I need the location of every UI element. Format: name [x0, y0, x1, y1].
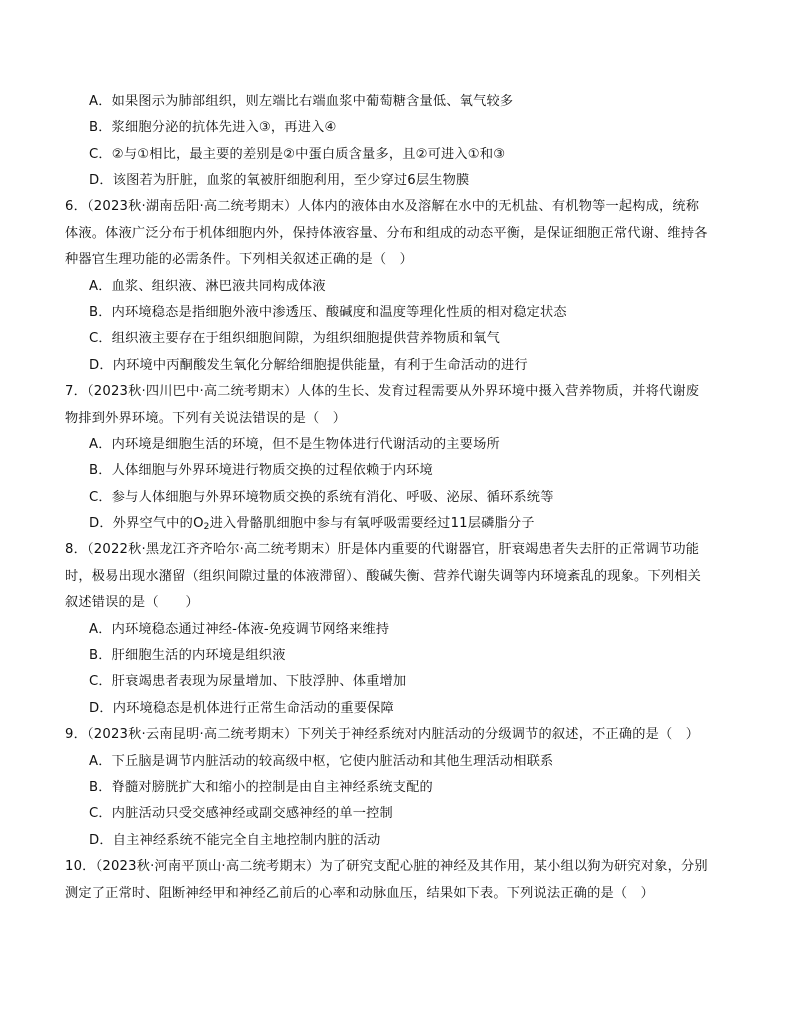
- q8-stem-line-3: 叙述错误的是（ ）: [65, 595, 199, 610]
- q5-option-b: B．浆细胞分泌的抗体先进入③，再进入④: [89, 120, 337, 135]
- q6-option-b: B．内环境稳态是指细胞外液中渗透压、酸碱度和温度等理化性质的相对稳定状态: [89, 305, 567, 320]
- q8-option-c: C．肝衰竭患者表现为尿量增加、下肢浮肿、体重增加: [89, 674, 407, 689]
- q7-stem-line-1: 7．（2023秋·四川巴中·高二统考期末）人体的生长、发育过程需要从外界环境中摄入营养物质，并将代谢废: [65, 384, 700, 399]
- q7-option-d-text-2: 进入骨骼肌细胞中参与有氧呼吸需要经过11层磷脂分子: [209, 516, 535, 531]
- q7-option-d-text-1: D．外界空气中的O: [89, 516, 204, 531]
- q5-option-c: C．②与①相比，最主要的差别是②中蛋白质含量多，且②可进入①和③: [89, 147, 506, 162]
- q8-stem-line-1: 8．（2022秋·黑龙江齐齐哈尔·高二统考期末）肝是体内重要的代谢器官，肝衰竭患者失去肝的正常调节功能: [65, 542, 700, 557]
- q9-option-b: B．脊髓对膀胱扩大和缩小的控制是由自主神经系统支配的: [89, 780, 433, 795]
- q8-option-a: A．内环境稳态通过神经-体液-免疫调节网络来维持: [89, 622, 390, 637]
- q9-stem-line-1: 9．（2023秋·云南昆明·高二统考期末）下列关于神经系统对内脏活动的分级调节的叙述，不正确的是（ ）: [65, 727, 700, 742]
- q7-option-d: [89, 514, 535, 534]
- q5-option-a: A．如果图示为肺部组织，则左端比右端血浆中葡萄糖含量低、氧气较多: [89, 94, 514, 109]
- q7-option-d-subscript: 2: [203, 522, 210, 532]
- q5-option-d: D．该图若为肝脏，血浆的氧被肝细胞利用，至少穿过6层生物膜: [89, 173, 470, 188]
- q9-option-d: D．自主神经系统不能完全自主地控制内脏的活动: [89, 833, 381, 848]
- q6-stem-line-3: 种器官生理功能的必需条件。下列相关叙述正确的是（ ）: [65, 252, 414, 267]
- q7-option-c: C．参与人体细胞与外界环境物质交换的系统有消化、呼吸、泌尿、循环系统等: [89, 490, 554, 505]
- q6-stem-line-2: 体液。体液广泛分布于机体细胞内外，保持体液容量、分布和组成的动态平衡，是保证细胞正常代谢、维持各: [65, 226, 708, 241]
- q7-stem-line-2: 物排到外界环境。下列有关说法错误的是（ ）: [65, 411, 347, 426]
- q7-option-b: B．人体细胞与外界环境进行物质交换的过程依赖于内环境: [89, 463, 433, 478]
- q8-option-d: D．内环境稳态是机体进行正常生命活动的重要保障: [89, 701, 394, 716]
- q6-stem-line-1: 6．（2023秋·湖南岳阳·高二统考期末）人体内的液体由水及溶解在水中的无机盐、有机物等一起构成，统称: [65, 199, 700, 214]
- q9-option-c: C．内脏活动只受交感神经或副交感神经的单一控制: [89, 806, 393, 821]
- q8-stem-line-2: 时，极易出现水潴留（组织间隙过量的体液滞留）、酸碱失衡、营养代谢失调等内环境紊乱的现象。下列相关: [65, 569, 701, 584]
- q10-stem-line-2: 测定了正常时、阻断神经甲和神经乙前后的心率和动脉血压，结果如下表。下列说法正确的是（ ）: [65, 886, 655, 901]
- q10-stem-line-1: 10．（2023秋·河南平顶山·高二统考期末）为了研究支配心脏的神经及其作用，某小组以狗为研究对象，分别: [65, 859, 708, 874]
- q6-option-c: C．组织液主要存在于组织细胞间隙，为组织细胞提供营养物质和氧气: [89, 331, 501, 346]
- q7-option-a: A．内环境是细胞生活的环境，但不是生物体进行代谢活动的主要场所: [89, 437, 500, 452]
- q8-option-b: B．肝细胞生活的内环境是组织液: [89, 648, 286, 663]
- q6-option-d: D．内环境中丙酮酸发生氧化分解给细胞提供能量，有利于生命活动的进行: [89, 358, 528, 373]
- q6-option-a: A．血浆、组织液、淋巴液共同构成体液: [89, 279, 326, 294]
- q9-option-a: A．下丘脑是调节内脏活动的较高级中枢，它使内脏活动和其他生理活动相联系: [89, 754, 554, 769]
